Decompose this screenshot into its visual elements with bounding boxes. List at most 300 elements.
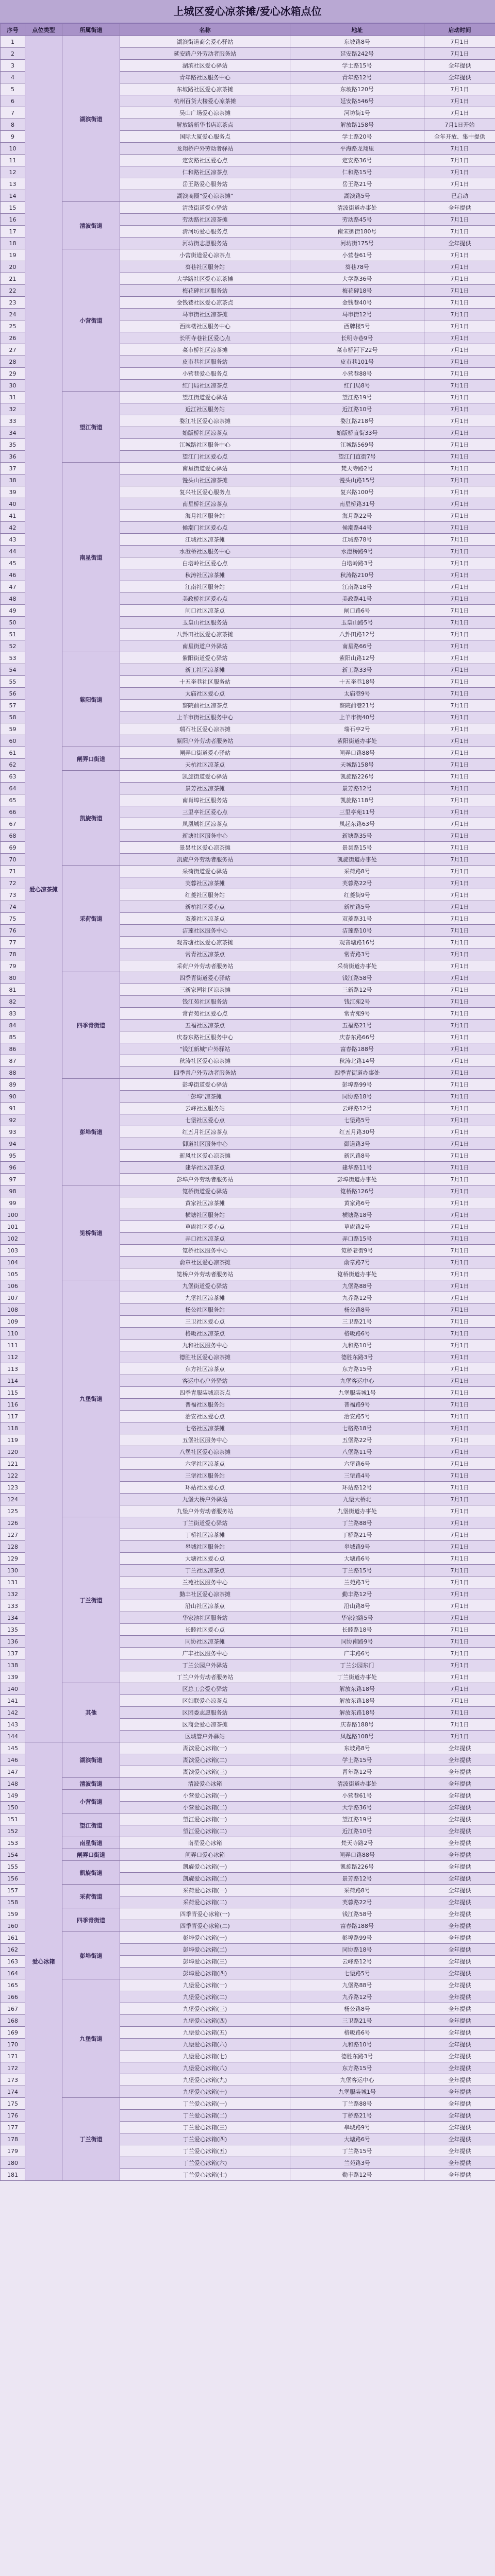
cell-name: 望江门社区爱心点 <box>120 451 290 463</box>
cell-name: 小营爱心冰箱(一) <box>120 1790 290 1802</box>
cell-address: 十五奎巷18号 <box>290 676 424 688</box>
cell-index: 169 <box>1 2027 25 2039</box>
cell-start-time: 7月1日 <box>424 889 495 901</box>
cell-name: 梅花碑社区服务站 <box>120 285 290 297</box>
cell-street: 湖滨街道 <box>62 36 120 202</box>
cell-name: 丁兰街道爱心驿站 <box>120 1517 290 1529</box>
cell-name: 九堡社区凉茶摊 <box>120 1292 290 1304</box>
cell-start-time: 7月1日 <box>424 1399 495 1411</box>
cell-address: 小营巷61号 <box>290 249 424 261</box>
cell-name: 笕桥社区服务中心 <box>120 1245 290 1257</box>
cell-address: 瑞石亭2号 <box>290 723 424 735</box>
table-row <box>1 1979 495 1991</box>
cell-start-time: 7月1日 <box>424 866 495 877</box>
cell-address: 勤丰路12号 <box>290 2169 424 2181</box>
cell-address: 近江路10号 <box>290 403 424 415</box>
cell-index: 119 <box>1 1434 25 1446</box>
cell-address: 上羊市街40号 <box>290 711 424 723</box>
cell-start-time: 7月1日 <box>424 1446 495 1458</box>
cell-start-time: 全年提供 <box>424 2110 495 2122</box>
cell-start-time: 7月1日 <box>424 143 495 155</box>
cell-index: 105 <box>1 1268 25 1280</box>
cell-name: 金钱巷社区爱心凉茶点 <box>120 297 290 309</box>
cell-name: 丁兰爱心冰箱(一) <box>120 2098 290 2110</box>
cell-index: 54 <box>1 664 25 676</box>
cell-address: 清波街道办事处 <box>290 1778 424 1790</box>
cell-address: 解放东路18号 <box>290 1695 424 1707</box>
cell-address: 仁和路15号 <box>290 166 424 178</box>
cell-name: 笕桥户外劳动者服务站 <box>120 1268 290 1280</box>
cell-address: 青年路12号 <box>290 72 424 83</box>
cell-index: 57 <box>1 700 25 711</box>
cell-start-time: 7月1日 <box>424 818 495 830</box>
cell-name: 定安路社区爱心点 <box>120 155 290 166</box>
cell-name: 马市街社区凉茶摊 <box>120 309 290 320</box>
cell-start-time: 全年提供 <box>424 1849 495 1861</box>
cell-index: 76 <box>1 925 25 937</box>
cell-name: 新塘社区服务中心 <box>120 830 290 842</box>
cell-name: 凯旋爱心冰箱(二) <box>120 1873 290 1885</box>
cell-name: 八堡社区爱心凉茶摊 <box>120 1446 290 1458</box>
cell-index: 74 <box>1 901 25 913</box>
cell-name: 小营街道爱心凉茶点 <box>120 249 290 261</box>
cell-name: 丁兰爱心冰箱(七) <box>120 2169 290 2181</box>
cell-start-time: 全年提供 <box>424 2074 495 2086</box>
table-row <box>1 1280 495 1292</box>
cell-name: 德胜社区爱心凉茶摊 <box>120 1351 290 1363</box>
cell-street: 闸弄口街道 <box>62 747 120 771</box>
cell-start-time: 全年提供 <box>424 1742 495 1754</box>
cell-index: 48 <box>1 593 25 605</box>
cell-index: 88 <box>1 1067 25 1079</box>
cell-name: 四季青爱心冰箱(二) <box>120 1920 290 1932</box>
cell-address: 采荷路8号 <box>290 1885 424 1896</box>
cell-index: 141 <box>1 1695 25 1707</box>
cell-address: 彭埠路99号 <box>290 1932 424 1944</box>
cell-name: 彭埠爱心冰箱(三) <box>120 1956 290 1968</box>
cell-address: 丁兰路88号 <box>290 1517 424 1529</box>
cell-index: 45 <box>1 557 25 569</box>
cell-start-time: 全年提供 <box>424 1754 495 1766</box>
cell-address: 始版桥直街33号 <box>290 427 424 439</box>
cell-start-time: 7月1日 <box>424 1351 495 1363</box>
cell-start-time: 7月1日 <box>424 415 495 427</box>
cell-name: 湖滨爱心冰箱(三) <box>120 1766 290 1778</box>
cell-name: 七格社区凉茶摊 <box>120 1422 290 1434</box>
cell-start-time: 7月1日 <box>424 1126 495 1138</box>
cell-index: 92 <box>1 1114 25 1126</box>
cell-name: 丁兰社区凉茶点 <box>120 1565 290 1577</box>
cell-start-time: 7月1日 <box>424 771 495 783</box>
cell-address: 采荷路8号 <box>290 866 424 877</box>
cell-index: 164 <box>1 1968 25 1979</box>
cell-name: 彭埠户外劳动者服务站 <box>120 1174 290 1185</box>
cell-address: 金钱巷40号 <box>290 297 424 309</box>
cell-start-time: 7月1日 <box>424 486 495 498</box>
cell-name: 始版桥社区凉茶点 <box>120 427 290 439</box>
cell-address: 七堡路5号 <box>290 1114 424 1126</box>
cell-start-time: 7月1日 <box>424 1434 495 1446</box>
cell-start-time: 7月1日 <box>424 1683 495 1695</box>
cell-address: 丁兰路15号 <box>290 2145 424 2157</box>
cell-start-time: 7月1日 <box>424 877 495 889</box>
table-row <box>1 866 495 877</box>
cell-start-time: 7月1日 <box>424 1091 495 1103</box>
cell-street: 彭埠街道 <box>62 1932 120 1979</box>
cell-address: 彭埠街道办事处 <box>290 1174 424 1185</box>
cell-start-time: 7月1日 <box>424 1719 495 1731</box>
cell-name: 区妇联爱心凉茶点 <box>120 1695 290 1707</box>
cell-name: "彭埠"凉茶摊 <box>120 1091 290 1103</box>
table-row <box>1 1932 495 1944</box>
cell-address: 闸口路6号 <box>290 605 424 617</box>
cell-start-time: 全年提供 <box>424 60 495 72</box>
cell-name: 长睦社区爱心点 <box>120 1624 290 1636</box>
cell-name: 新杭社区爱心点 <box>120 901 290 913</box>
cell-start-time: 全年提供 <box>424 1766 495 1778</box>
cell-index: 138 <box>1 1659 25 1671</box>
cell-index: 133 <box>1 1600 25 1612</box>
cell-start-time: 7月1日 <box>424 1671 495 1683</box>
cell-index: 146 <box>1 1754 25 1766</box>
cell-name: 南星街道户外驿站 <box>120 640 290 652</box>
cell-start-time: 7月1日开始 <box>424 119 495 131</box>
cell-name: 丁兰户外劳动者服务站 <box>120 1671 290 1683</box>
cell-address: 梵天寺路2号 <box>290 463 424 474</box>
cell-index: 115 <box>1 1387 25 1399</box>
cell-index: 102 <box>1 1233 25 1245</box>
cell-address: 三新路12号 <box>290 984 424 996</box>
cell-address: 东坡路8号 <box>290 1742 424 1754</box>
cell-street: 丁兰街道 <box>62 1517 120 1683</box>
cell-street: 湖滨街道 <box>62 1742 120 1778</box>
cell-name: 九堡爱心冰箱(九) <box>120 2074 290 2086</box>
cell-start-time: 7月1日 <box>424 1600 495 1612</box>
cell-name: 察院前社区凉茶点 <box>120 700 290 711</box>
cell-address: 近江路10号 <box>290 1825 424 1837</box>
cell-address: 延安路242号 <box>290 48 424 60</box>
cell-address: 钱江苑2号 <box>290 996 424 1008</box>
cell-start-time: 7月1日 <box>424 901 495 913</box>
cell-index: 28 <box>1 356 25 368</box>
cell-address: 格畈路6号 <box>290 2027 424 2039</box>
cell-street: 紫阳街道 <box>62 652 120 747</box>
cell-address: 东坡路8号 <box>290 36 424 48</box>
cell-start-time: 7月1日 <box>424 1659 495 1671</box>
cell-start-time: 7月1日 <box>424 664 495 676</box>
cell-index: 59 <box>1 723 25 735</box>
cell-name: 格畈社区凉茶点 <box>120 1328 290 1340</box>
cell-start-time: 7月1日 <box>424 1185 495 1197</box>
cell-name: 望江爱心冰箱(二) <box>120 1825 290 1837</box>
cell-index: 170 <box>1 2039 25 2050</box>
cell-index: 149 <box>1 1790 25 1802</box>
cell-address: 延安路546号 <box>290 95 424 107</box>
cell-index: 44 <box>1 546 25 557</box>
cell-start-time: 7月1日 <box>424 1422 495 1434</box>
cell-index: 145 <box>1 1742 25 1754</box>
cell-start-time: 7月1日 <box>424 463 495 474</box>
cell-start-time: 7月1日 <box>424 1517 495 1529</box>
cell-address: 水澄桥路9号 <box>290 546 424 557</box>
cell-index: 151 <box>1 1814 25 1825</box>
cell-address: 长明寺巷9号 <box>290 332 424 344</box>
cell-name: 南星桥社区凉茶点 <box>120 498 290 510</box>
cell-name: 河坊街志愿服务站 <box>120 238 290 249</box>
table-row <box>1 1861 495 1873</box>
cell-index: 110 <box>1 1328 25 1340</box>
cell-address: 笕桥路126号 <box>290 1185 424 1197</box>
cell-start-time: 7月1日 <box>424 320 495 332</box>
cell-index: 80 <box>1 972 25 984</box>
cell-index: 94 <box>1 1138 25 1150</box>
cell-name: 复兴社区爱心服务点 <box>120 486 290 498</box>
cell-address: 小营巷88号 <box>290 368 424 380</box>
cell-address: 紫阳街道办事处 <box>290 735 424 747</box>
cell-start-time: 7月1日 <box>424 309 495 320</box>
cell-start-time: 全年提供 <box>424 1920 495 1932</box>
cell-address: 八卦田路12号 <box>290 629 424 640</box>
cell-index: 53 <box>1 652 25 664</box>
cell-address: 九和路10号 <box>290 1340 424 1351</box>
cell-index: 73 <box>1 889 25 901</box>
cell-start-time: 7月1日 <box>424 1695 495 1707</box>
cell-index: 72 <box>1 877 25 889</box>
cell-index: 36 <box>1 451 25 463</box>
cell-start-time: 7月1日 <box>424 1494 495 1505</box>
cell-index: 153 <box>1 1837 25 1849</box>
table-row <box>1 747 495 759</box>
cell-index: 89 <box>1 1079 25 1091</box>
cell-start-time: 7月1日 <box>424 1411 495 1422</box>
cell-index: 163 <box>1 1956 25 1968</box>
cell-index: 65 <box>1 794 25 806</box>
cell-street: 彭埠街道 <box>62 1079 120 1185</box>
cell-index: 2 <box>1 48 25 60</box>
cell-address: 凯旋街道办事处 <box>290 854 424 866</box>
cell-index: 108 <box>1 1304 25 1316</box>
cell-address: 白塔岭路3号 <box>290 557 424 569</box>
cell-name: 江城路社区服务中心 <box>120 439 290 451</box>
cell-name: 仁和路社区凉茶点 <box>120 166 290 178</box>
cell-start-time: 7月1日 <box>424 297 495 309</box>
cell-start-time: 全年提供 <box>424 2062 495 2074</box>
cell-index: 123 <box>1 1482 25 1494</box>
cell-index: 118 <box>1 1422 25 1434</box>
cell-street: 笕桥街道 <box>62 1185 120 1280</box>
cell-name: 三新家园社区凉茶摊 <box>120 984 290 996</box>
cell-index: 122 <box>1 1470 25 1482</box>
cell-address: 天城路158号 <box>290 759 424 771</box>
cell-address: 凯旋路226号 <box>290 771 424 783</box>
cell-index: 67 <box>1 818 25 830</box>
cell-start-time: 7月1日 <box>424 356 495 368</box>
cell-index: 38 <box>1 474 25 486</box>
table-row <box>1 1683 495 1695</box>
cell-start-time: 全年提供 <box>424 2098 495 2110</box>
cell-name: 凯旋街道爱心驿站 <box>120 771 290 783</box>
cell-index: 161 <box>1 1932 25 1944</box>
cell-start-time: 全年提供 <box>424 1790 495 1802</box>
cell-index: 160 <box>1 1920 25 1932</box>
cell-address: 芙蓉路22号 <box>290 1896 424 1908</box>
cell-start-time: 7月1日 <box>424 1067 495 1079</box>
cell-index: 6 <box>1 95 25 107</box>
cell-start-time: 全年开放、集中提供 <box>424 131 495 143</box>
cell-index: 27 <box>1 344 25 356</box>
cell-address: 复兴路100号 <box>290 486 424 498</box>
cell-index: 111 <box>1 1340 25 1351</box>
cell-start-time: 7月1日 <box>424 1257 495 1268</box>
cell-start-time: 7月1日 <box>424 1268 495 1280</box>
cell-index: 97 <box>1 1174 25 1185</box>
cell-start-time: 7月1日 <box>424 1363 495 1375</box>
cell-index: 104 <box>1 1257 25 1268</box>
cell-point-type: 爱心冰箱 <box>25 1742 62 2181</box>
cell-name: 采荷爱心冰箱(一) <box>120 1885 290 1896</box>
cell-address: 九堡客运中心 <box>290 1375 424 1387</box>
cell-name: 采荷街道爱心驿站 <box>120 866 290 877</box>
cell-name: 小营爱心冰箱(二) <box>120 1802 290 1814</box>
cell-address: 凯旋路118号 <box>290 794 424 806</box>
cell-name: 御道社区服务中心 <box>120 1138 290 1150</box>
cell-start-time: 7月1日 <box>424 1588 495 1600</box>
cell-start-time: 7月1日 <box>424 1316 495 1328</box>
cell-start-time: 全年提供 <box>424 2027 495 2039</box>
cell-start-time: 7月1日 <box>424 380 495 392</box>
cell-index: 144 <box>1 1731 25 1742</box>
cell-address: 丁兰路88号 <box>290 2098 424 2110</box>
cell-name: 丁兰爱心冰箱(二) <box>120 2110 290 2122</box>
cell-name: 白塔岭社区爱心点 <box>120 557 290 569</box>
cell-name: 景昙社区爱心凉茶摊 <box>120 842 290 854</box>
cell-name: 江南社区服务站 <box>120 581 290 593</box>
cell-name: 景芳社区凉茶摊 <box>120 783 290 794</box>
cell-name: 瑞石社区爱心凉茶摊 <box>120 723 290 735</box>
cell-address: 清波街道办事处 <box>290 202 424 214</box>
cell-start-time: 7月1日 <box>424 1482 495 1494</box>
cell-start-time: 全年提供 <box>424 202 495 214</box>
cell-index: 34 <box>1 427 25 439</box>
cell-index: 15 <box>1 202 25 214</box>
cell-address: 九堡客运中心 <box>290 2074 424 2086</box>
table-row <box>1 771 495 783</box>
cell-start-time: 7月1日 <box>424 522 495 534</box>
cell-start-time: 7月1日 <box>424 36 495 48</box>
cell-name: 庆春东路社区服务中心 <box>120 1031 290 1043</box>
cell-name: 候潮门社区爱心点 <box>120 522 290 534</box>
cell-start-time: 7月1日 <box>424 783 495 794</box>
cell-address: 丁兰路15号 <box>290 1565 424 1577</box>
header-street: 所属街道 <box>62 24 120 36</box>
cell-index: 7 <box>1 107 25 119</box>
cell-address: 望江路19号 <box>290 392 424 403</box>
cell-address: 梵天寺路2号 <box>290 1837 424 1849</box>
table-row <box>1 392 495 403</box>
cell-start-time: 7月1日 <box>424 593 495 605</box>
cell-name: 延安路户外劳动者服务站 <box>120 48 290 60</box>
cell-start-time: 全年提供 <box>424 1991 495 2003</box>
cell-start-time: 7月1日 <box>424 1304 495 1316</box>
cell-start-time: 7月1日 <box>424 1280 495 1292</box>
cell-start-time: 7月1日 <box>424 1458 495 1470</box>
cell-name: 江城社区凉茶摊 <box>120 534 290 546</box>
cell-address: 太庙巷9号 <box>290 688 424 700</box>
cell-name: 闸弄口爱心冰箱 <box>120 1849 290 1861</box>
cell-start-time: 7月1日 <box>424 534 495 546</box>
cell-index: 168 <box>1 2015 25 2027</box>
cell-address: 兰苑路3号 <box>290 2157 424 2169</box>
cell-address: 候潮路44号 <box>290 522 424 534</box>
cell-index: 142 <box>1 1707 25 1719</box>
cell-index: 85 <box>1 1031 25 1043</box>
cell-index: 109 <box>1 1316 25 1328</box>
cell-name: 凯旋爱心冰箱(一) <box>120 1861 290 1873</box>
cell-name: 望江街道爱心驿站 <box>120 392 290 403</box>
cell-address: 岳王路21号 <box>290 178 424 190</box>
cell-index: 58 <box>1 711 25 723</box>
cell-address: 大塘路6号 <box>290 1553 424 1565</box>
cell-address: 南星桥路31号 <box>290 498 424 510</box>
table-row <box>1 202 495 214</box>
cell-index: 100 <box>1 1209 25 1221</box>
cell-index: 178 <box>1 2133 25 2145</box>
cell-name: 解放路新华书店凉茶点 <box>120 119 290 131</box>
cell-address: 新杭路5号 <box>290 901 424 913</box>
cell-start-time: 全年提供 <box>424 2086 495 2098</box>
cell-address: 马市街12号 <box>290 309 424 320</box>
cell-index: 159 <box>1 1908 25 1920</box>
cell-start-time: 全年提供 <box>424 1873 495 1885</box>
cell-start-time: 全年提供 <box>424 2133 495 2145</box>
cell-name: 湖滨街道商会爱心驿站 <box>120 36 290 48</box>
cell-start-time: 7月1日 <box>424 368 495 380</box>
cell-address: 德胜东路3号 <box>290 1351 424 1363</box>
cell-index: 177 <box>1 2122 25 2133</box>
cell-address: 彭埠路99号 <box>290 1079 424 1091</box>
cell-index: 35 <box>1 439 25 451</box>
cell-name: 南肖埠社区服务站 <box>120 794 290 806</box>
cell-start-time: 7月1日 <box>424 1541 495 1553</box>
cell-name: 九堡爱心冰箱(四) <box>120 2015 290 2027</box>
cell-start-time: 7月1日 <box>424 1470 495 1482</box>
cell-name: 小营巷爱心服务点 <box>120 368 290 380</box>
cell-start-time: 7月1日 <box>424 735 495 747</box>
cell-index: 150 <box>1 1802 25 1814</box>
cell-name: 十五奎巷社区服务站 <box>120 676 290 688</box>
cell-index: 32 <box>1 403 25 415</box>
cell-index: 86 <box>1 1043 25 1055</box>
cell-name: 上羊市街社区服务中心 <box>120 711 290 723</box>
cell-name: 凤凰城社区凉茶点 <box>120 818 290 830</box>
cell-street: 望江街道 <box>62 1814 120 1837</box>
cell-address: 同协南路9号 <box>290 1636 424 1648</box>
cell-name: 九堡爱心冰箱(七) <box>120 2050 290 2062</box>
cell-index: 33 <box>1 415 25 427</box>
cell-name: 望江爱心冰箱(一) <box>120 1814 290 1825</box>
cell-name: "钱江新城"户外驿站 <box>120 1043 290 1055</box>
cell-name: 凯旋户外劳动者服务站 <box>120 854 290 866</box>
cell-name: 采荷爱心冰箱(二) <box>120 1896 290 1908</box>
cell-address: 美政路41号 <box>290 593 424 605</box>
cell-index: 40 <box>1 498 25 510</box>
cell-index: 5 <box>1 83 25 95</box>
cell-start-time: 7月1日 <box>424 1731 495 1742</box>
cell-name: 彭埠爱心冰箱(四) <box>120 1968 290 1979</box>
cell-index: 19 <box>1 249 25 261</box>
cell-name: 区商会爱心凉茶摊 <box>120 1719 290 1731</box>
cell-address: 江南路18号 <box>290 581 424 593</box>
